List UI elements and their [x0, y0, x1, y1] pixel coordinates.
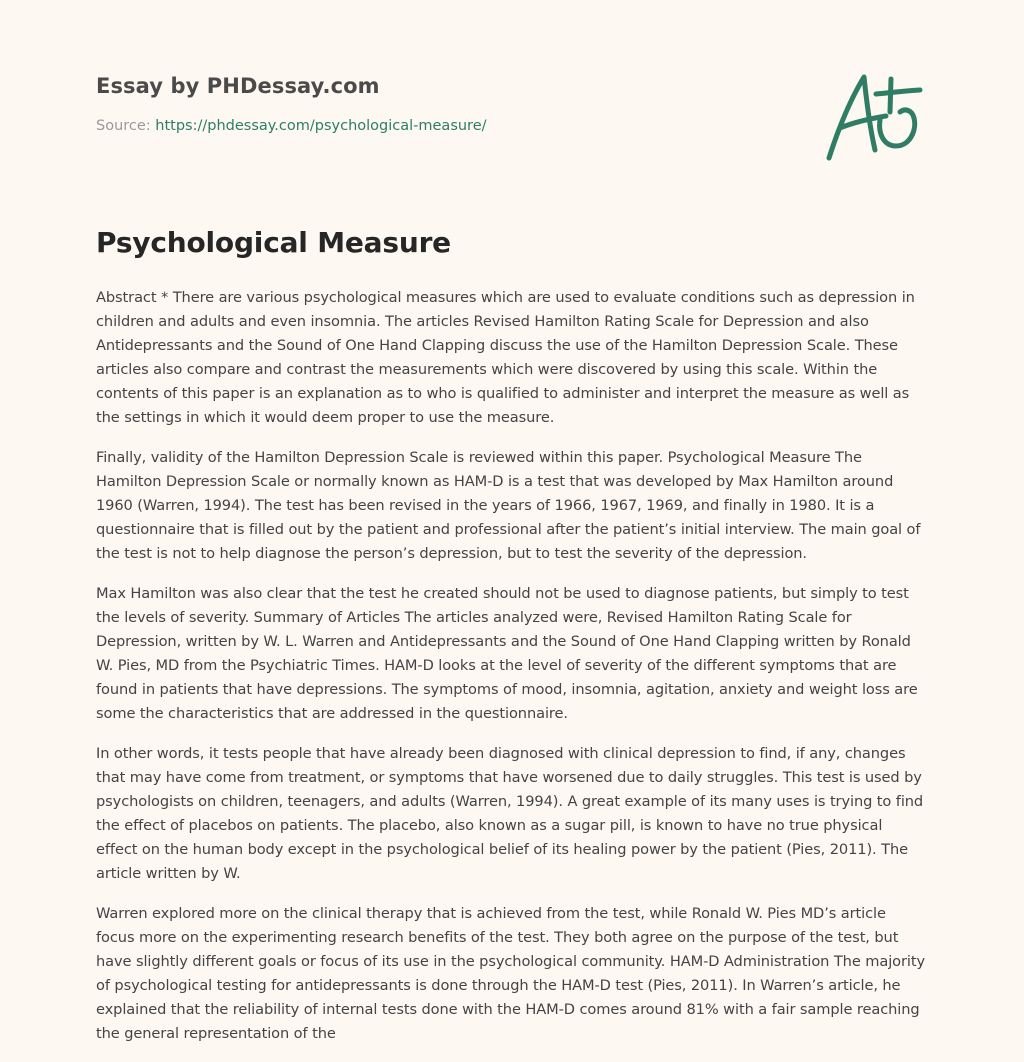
paragraph: In other words, it tests people that have already been diagnosed with clinical depression to find, if any, changes that may have come from treatment, or symptoms that have worsened due to daily struggles. This test is used by psychologists on children, teenagers, and adults (Warren, 1994). A great example of its many uses is trying to find the effect of placebos on patients. The placebo, also known as a sugar pill, is known to have no true physical effect on the human body except in the psychological belief of its healing power by the patient (Pies, 2011). The article written by W. [96, 745, 924, 882]
header [96, 74, 928, 134]
paragraph: Finally, validity of the Hamilton Depression Scale is reviewed within this paper. Psychological Measure The Hamilton Depression Scale or normally known as HAM-D is a test that was developed by Max Hamilton around 1960 (Warren, 1994). The test has been revised in the years of 1966, 1967, 1969, and finally in 1980. It is a questionnaire that is filled out by the patient and professional after the patient’s initial interview. The main goal of the test is not to help diagnose the person’s depression, but to test the severity of the depression. [96, 449, 921, 562]
source-link[interactable]: https://phdessay.com/psychological-measure/ [155, 118, 487, 134]
paragraph: Warren explored more on the clinical therapy that is achieved from the test, while Ronald W. Pies MD’s article focus more on the experimenting research benefits of the test. They both agree on the purpose of the test, but have slightly different goals or focus of its use in the psychological community. HAM-D Administration The majority of psychological testing for antidepressants is done through the HAM-D test (Pies, 2011). In Warren’s article, he explained that the reliability of internal tests done with the HAM-D comes around 81% with a fair sample reaching the general representation of the [96, 905, 925, 1042]
page-title: Psychological Measure [96, 226, 451, 259]
source-line [96, 118, 928, 134]
source-label: Source: [96, 118, 156, 134]
brand-title: Essay by PHDessay.com [96, 74, 380, 98]
a-plus-logo-icon [820, 66, 930, 166]
essay-body [96, 286, 928, 1062]
paragraph: Max Hamilton was also clear that the test he created should not be used to diagnose patients, but simply to test the levels of severity. Summary of Articles The articles analyzed were, Revised Hamilton Rating Scale for Depression, written by W. L. Warren and Antidepressants and the Sound of One Hand Clapping written by Ronald W. Pies, MD from the Psychiatric Times. HAM-D looks at the level of severity of the different symptoms that are found in patients that have depressions. The symptoms of mood, insomnia, agitation, anxiety and weight loss are some the characteristics that are addressed in the questionnaire. [96, 585, 918, 722]
paragraph: Abstract * There are various psychological measures which are used to evaluate conditions such as depression in children and adults and even insomnia. The articles Revised Hamilton Rating Scale for Depression and also Antidepressants and the Sound of One Hand Clapping discuss the use of the Hamilton Depression Scale. These articles also compare and contrast the measurements which were discovered by using this scale. Within the contents of this paper is an explanation as to who is qualified to administer and interpret the measure as well as the settings in which it would deem proper to use the measure. [96, 289, 915, 426]
